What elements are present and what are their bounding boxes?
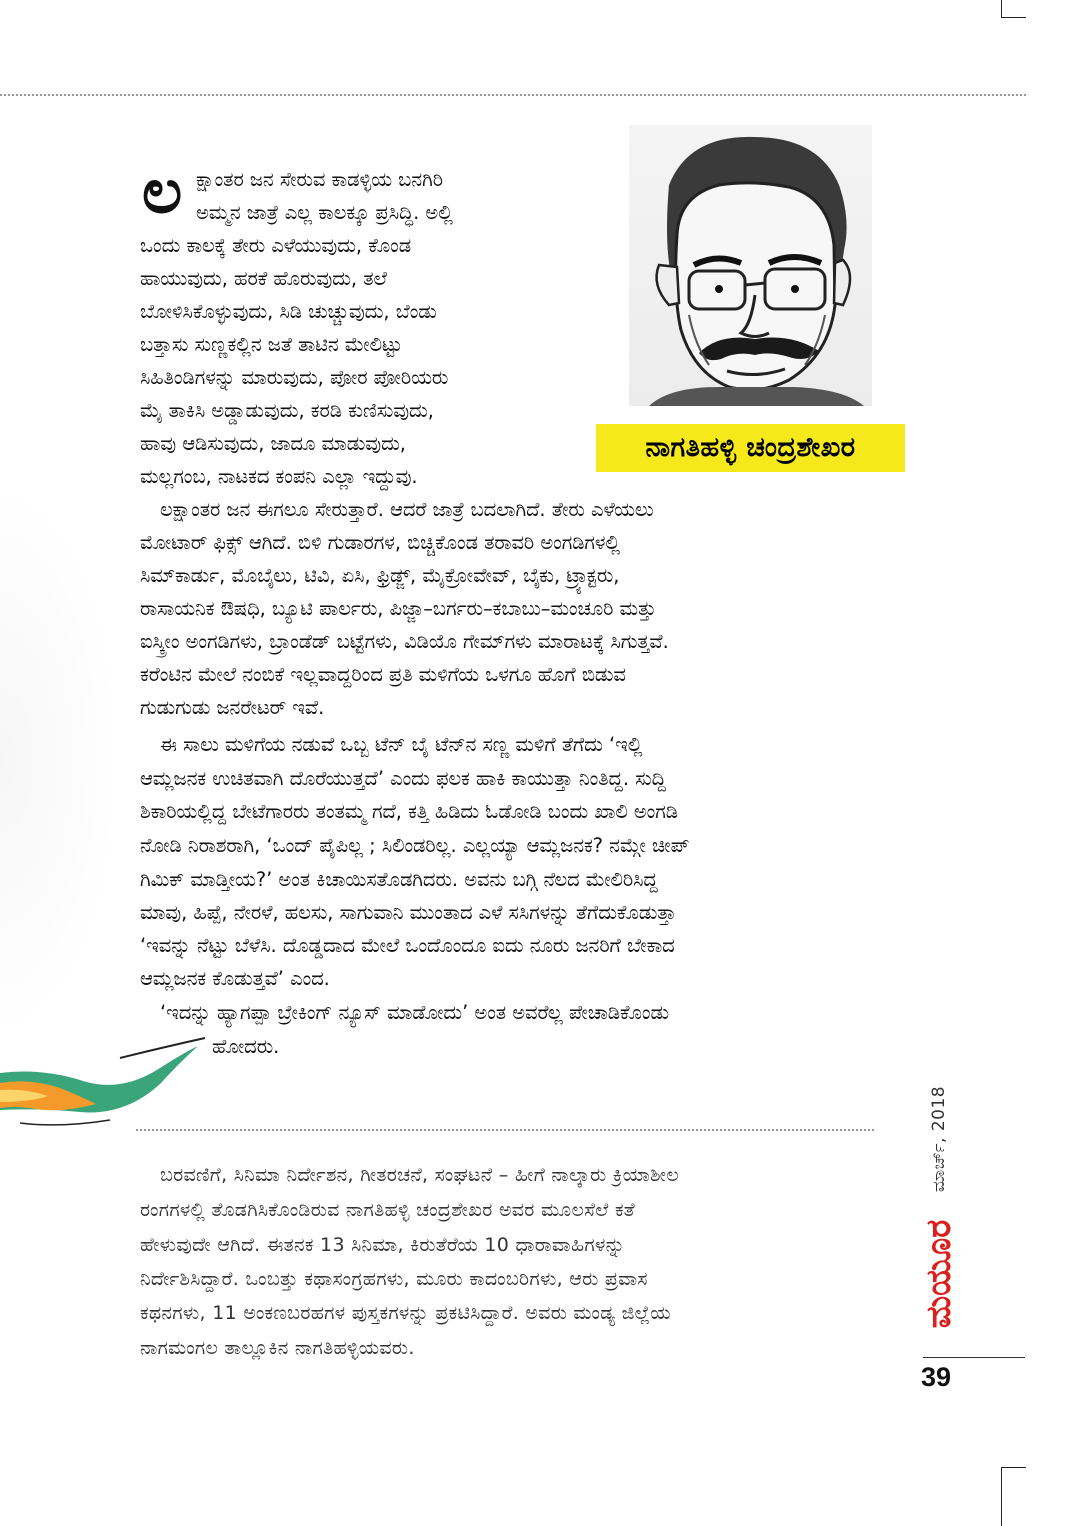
paragraph-line: ನೋಡಿ ನಿರಾಶರಾಗಿ, ‘ಒಂದ್ ಪೈಪಿಲ್ಲ ; ಸಿಲಿಂಡರಿಲ್ಲ. ಎಲ್ಲಯ್ಯಾ ಆಮ್ಲಜನಕ? ನಮ್ಗೇ ಚೀಪ್: [140, 834, 690, 857]
author-portrait-sketch: [629, 125, 872, 406]
decorative-swash: [0, 1028, 210, 1138]
paragraph-line: ಕರೆಂಟಿನ ಮೇಲೆ ನಂಬಿಕೆ ಇಲ್ಲವಾದ್ದರಿಂದ ಪ್ರತಿ ಮಳಿಗೆಯ ಒಳಗೂ ಹೊಗೆ ಬಿಡುವ: [140, 663, 626, 686]
paragraph-line: ಹೋದರು.: [212, 1035, 280, 1058]
crop-mark-bottom: [1001, 1467, 1026, 1526]
top-dotted-rule: [0, 94, 1026, 96]
intro-line: ಅಮ್ಮನ ಜಾತ್ರೆ ಎಲ್ಲ ಕಾಲಕ್ಕೂ ಪ್ರಸಿದ್ಧಿ. ಅಲ್ಲಿ: [196, 201, 453, 224]
page-number-rule: [923, 1357, 1025, 1358]
intro-line: ಒಂದು ಕಾಲಕ್ಕೆ ತೇರು ಎಳೆಯುವುದು, ಕೊಂಡ: [140, 234, 412, 257]
paragraph-line: ಆಮ್ಲಜನಕ ಉಚಿತವಾಗಿ ದೊರೆಯುತ್ತದೆ’ ಎಂದು ಫಲಕ ಹಾಕಿ ಕಾಯುತ್ತಾ ನಿಂತಿದ್ದ. ಸುದ್ದಿ: [140, 767, 666, 790]
intro-line: ಹಾವು ಆಡಿಸುವುದು, ಜಾದೂ ಮಾಡುವುದು,: [140, 432, 406, 455]
bio-line: ನಾಗಮಂಗಲ ತಾಲ್ಲೂಕಿನ ನಾಗತಿಹಳ್ಳಿಯವರು.: [140, 1337, 415, 1359]
bio-line: ರಂಗಗಳಲ್ಲಿ ತೊಡಗಿಸಿಕೊಂಡಿರುವ ನಾಗತಿಹಳ್ಳಿ ಚಂದ್ರಶೇಖರ ಅವರ ಮೂಲಸೆಲೆ ಕತೆ: [140, 1199, 635, 1221]
paragraph-line: ಗಿಮಿಕ್ ಮಾಡ್ತೀಯ?’ ಅಂತ ಕಿಚಾಯಿಸತೊಡಗಿದರು. ಅವನು ಬಗ್ಗಿ ನೆಲದ ಮೇಲಿರಿಸಿದ್ದ: [140, 868, 658, 891]
issue-date-container: [927, 1080, 951, 1198]
paragraph-line: ಲಕ್ಷಾಂತರ ಜನ ಈಗಲೂ ಸೇರುತ್ತಾರೆ. ಆದರೆ ಜಾತ್ರೆ ಬದಲಾಗಿದೆ. ತೇರು ಎಳೆಯಲು: [160, 498, 654, 521]
issue-date: ಮಾರ್ಚ್, 2018: [929, 1085, 950, 1193]
paragraph-line: ಶಿಕಾರಿಯಲ್ಲಿದ್ದ ಬೇಟೆಗಾರರು ತಂತಮ್ಮ ಗದೆ, ಕತ್ತಿ ಹಿಡಿದು ಓಡೋಡಿ ಬಂದು ಖಾಲಿ ಅಂಗಡಿ: [140, 800, 678, 823]
paragraph-line: ಗುಡುಗುಡು ಜನರೇಟರ್ ಇವೆ.: [140, 696, 325, 719]
bio-line: ಹೇಳುವುದೇ ಆಗಿದೆ. ಈತನಕ 13 ಸಿನಿಮಾ, ಕಿರುತೆರೆಯ 10 ಧಾರಾವಾಹಿಗಳನ್ನು: [140, 1234, 626, 1256]
background-wash: [0, 480, 120, 1040]
page-number: 39: [921, 1362, 952, 1392]
author-name-label: ನಾಗತಿಹಳ್ಳಿ ಚಂದ್ರಶೇಖರ: [596, 424, 905, 472]
magazine-name-container: [911, 1208, 967, 1340]
intro-line: ಬೋಳಿಸಿಕೊಳ್ಳುವುದು, ಸಿಡಿ ಚುಚ್ಚುವುದು, ಬೆಂಡು: [140, 300, 437, 323]
paragraph-line: ‘ಇವನ್ನು ನೆಟ್ಟು ಬೆಳೆಸಿ. ದೊಡ್ಡದಾದ ಮೇಲೆ ಒಂದೊಂದೂ ಐದು ನೂರು ಜನರಿಗೆ ಬೇಕಾದ: [140, 934, 675, 957]
magazine-sidebar: [919, 1080, 959, 1340]
bio-line: ನಿರ್ದೇಶಿಸಿದ್ದಾರೆ. ಒಂಬತ್ತು ಕಥಾಸಂಗ್ರಹಗಳು, ಮೂರು ಕಾದಂಬರಿಗಳು, ಆರು ಪ್ರವಾಸ: [140, 1268, 648, 1290]
intro-line: ಹಾಯುವುದು, ಹರಕೆ ಹೊರುವುದು, ತಲೆ: [140, 267, 387, 290]
intro-line: ಮಲ್ಲಗಂಬ, ನಾಟಕದ ಕಂಪನಿ ಎಲ್ಲಾ ಇದ್ದುವು.: [140, 465, 418, 488]
drop-cap: ಲ: [142, 154, 183, 227]
paragraph-line: ಐಸ್ಕ್ರೀಂ ಅಂಗಡಿಗಳು, ಬ್ರಾಂಡೆಡ್ ಬಟ್ಟೆಗಳು, ವಿಡಿಯೊ ಗೇಮ್‌ಗಳು ಮಾರಾಟಕ್ಕೆ ಸಿಗುತ್ತವೆ.: [140, 630, 669, 653]
intro-line: ಮೈ ತಾಕಿಸಿ ಅಡ್ಡಾಡುವುದು, ಕರಡಿ ಕುಣಿಸುವುದು,: [140, 399, 434, 422]
paragraph-line: ‘ಇದನ್ನು ಹ್ಯಾಗಪ್ಪಾ ಬ್ರೇಕಿಂಗ್ ನ್ಯೂಸ್ ಮಾಡೋದು’ ಅಂತ ಅವರೆಲ್ಲ ಪೇಚಾಡಿಕೊಂಡು: [160, 1001, 669, 1024]
paragraph-line: ಸಿಮ್‌ಕಾರ್ಡು, ಮೊಬೈಲು, ಟಿವಿ, ಏಸಿ, ಫ್ರಿಡ್ಜ್, ಮೈಕ್ರೋವೇವ್, ಬೈಕು, ಟ್ರ್ಯಾಕ್ಟರು,: [140, 564, 620, 587]
paragraph-line: ಆಮ್ಲಜನಕ ಕೊಡುತ್ತವೆ’ ಎಂದ.: [140, 967, 330, 990]
paragraph-line: ಮಾವು, ಹಿಪ್ಪೆ, ನೇರಳೆ, ಹಲಸು, ಸಾಗುವಾನಿ ಮುಂತಾದ ಎಳೆ ಸಸಿಗಳನ್ನು ತೆಗೆದುಕೊಡುತ್ತಾ: [140, 901, 677, 924]
paragraph-line: ಮೋಟಾರ್ ಫಿಕ್ಸ್ ಆಗಿದೆ. ಬಿಳಿ ಗುಡಾರಗಳ, ಬಿಚ್ಚಿಕೊಂಡ ತರಾವರಿ ಅಂಗಡಿಗಳಲ್ಲಿ: [140, 531, 621, 554]
intro-line: ಸಿಹಿತಿಂಡಿಗಳನ್ನು ಮಾರುವುದು, ಪೋರ ಪೋರಿಯರು: [140, 366, 449, 389]
paragraph-line: ರಾಸಾಯನಿಕ ಔಷಧಿ, ಬ್ಯೂಟಿ ಪಾರ್ಲರು, ಪಿಜ್ಜಾ–ಬರ್ಗರು–ಕಬಾಬು–ಮಂಚೂರಿ ಮತ್ತು: [140, 597, 657, 620]
magazine-name: ಮಯೂರ: [919, 1219, 959, 1329]
intro-line: ಕ್ಷಾಂತರ ಜನ ಸೇರುವ ಕಾಡಳ್ಳಿಯ ಬನಗಿರಿ: [196, 168, 443, 191]
intro-line: ಬತ್ತಾಸು ಸುಣ್ಣಕಲ್ಲಿನ ಜತೆ ತಾಟಿನ ಮೇಲಿಟ್ಟು: [140, 333, 403, 356]
bio-line: ಕಥನಗಳು, 11 ಅಂಕಣಬರಹಗಳ ಪುಸ್ತಕಗಳನ್ನು ಪ್ರಕಟಿಸಿದ್ದಾರೆ. ಅವರು ಮಂಡ್ಯ ಜಿಲ್ಲೆಯ: [140, 1302, 671, 1324]
crop-mark-top: [1001, 0, 1026, 18]
paragraph-line: ಈ ಸಾಲು ಮಳಿಗೆಯ ನಡುವೆ ಒಬ್ಬ ಟೆನ್ ಬೈ ಟೆನ್‌ನ ಸಣ್ಣ ಮಳಿಗೆ ತೆಗೆದು ‘ಇಲ್ಲಿ: [160, 733, 643, 756]
bio-dotted-rule: [136, 1129, 874, 1131]
bio-line: ಬರವಣಿಗೆ, ಸಿನಿಮಾ ನಿರ್ದೇಶನ, ಗೀತರಚನೆ, ಸಂಘಟನೆ – ಹೀಗೆ ನಾಲ್ಕಾರು ಕ್ರಿಯಾಶೀಲ: [160, 1164, 679, 1186]
